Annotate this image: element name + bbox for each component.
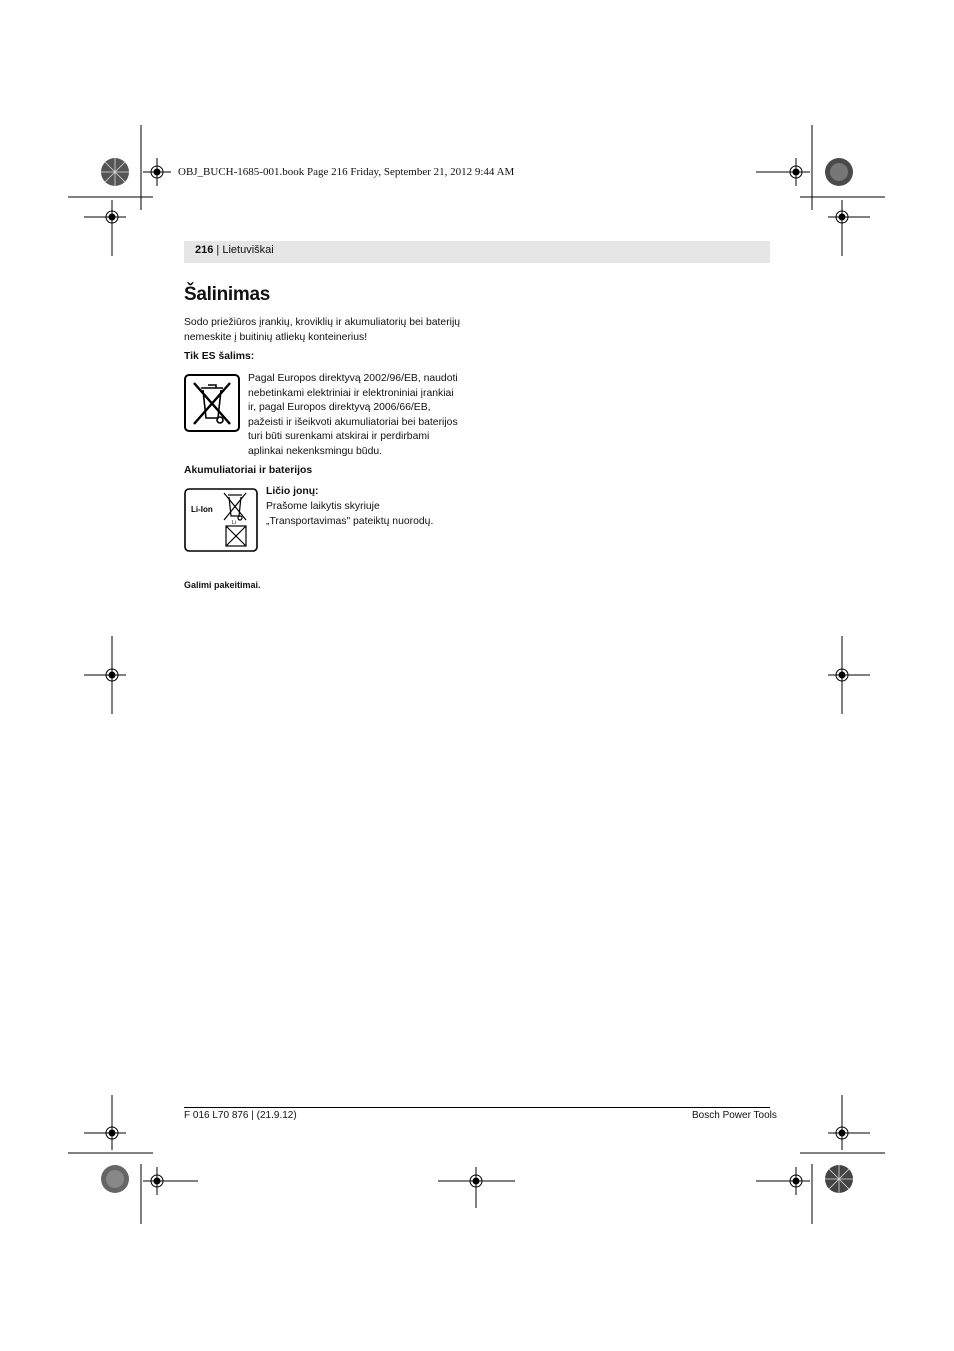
page-title: Šalinimas — [184, 284, 271, 305]
registration-mark-icon — [143, 1167, 198, 1195]
battery-heading: Akumuliatoriai ir baterijos — [184, 465, 313, 476]
li-ion-battery-icon — [184, 488, 258, 552]
section-name: Lietuviškai — [222, 244, 274, 256]
li-ion-label: Li-Ion — [191, 505, 213, 514]
liion-paragraph: Prašome laikytis skyriuje „Transportavimas" pateiktų nuorodų. — [266, 501, 434, 527]
footer-rule — [184, 1107, 770, 1108]
color-target-icon — [825, 158, 853, 186]
registration-mark-icon — [756, 158, 810, 186]
page-header: 216 | Lietuviškai — [195, 244, 274, 256]
registration-mark-icon — [828, 636, 870, 714]
registration-mark-icon — [84, 200, 126, 256]
registration-mark-icon — [828, 200, 870, 256]
li-symbol: Li — [232, 520, 236, 526]
registration-mark-icon — [84, 1095, 126, 1150]
intro-paragraph: Sodo priežiūros įrankių, kroviklių ir akumuliatorių bei baterijų nemeskite į buitinių atliekų konteinerius! — [184, 317, 461, 343]
footer-brand: Bosch Power Tools — [692, 1110, 777, 1121]
footer-doc-number: F 016 L70 876 | (21.9.12) — [184, 1110, 297, 1121]
registration-mark-icon — [143, 158, 171, 186]
changes-note: Galimi pakeitimai. — [184, 580, 261, 590]
registration-mark-icon — [84, 636, 126, 714]
liion-title: Ličio jonų: — [266, 486, 319, 497]
registration-mark-icon — [438, 1167, 515, 1208]
print-slug-line: OBJ_BUCH-1685-001.book Page 216 Friday, September 21, 2012 9:44 AM — [178, 166, 515, 178]
crossed-bin-icon — [184, 374, 240, 432]
color-target-icon — [101, 158, 129, 186]
eu-heading: Tik ES šalims: — [184, 351, 255, 362]
eu-directive-paragraph: Pagal Europos direktyvą 2002/96/EB, naudoti nebetinkami elektriniai ir elektroniniai įrankiai ir, pagal Europos direktyvą 2006/66/EB, pažeisti ir išeikvoti akumuliatoriai bei baterijos turi būti surenkami atskirai ir perdirbami aplinkai nekenksmingu būdu. — [248, 373, 458, 457]
color-target-icon — [101, 1165, 129, 1193]
registration-mark-icon — [756, 1167, 810, 1195]
page-number: 216 — [195, 244, 214, 256]
registration-mark-icon — [828, 1095, 870, 1150]
color-target-icon — [825, 1165, 853, 1193]
